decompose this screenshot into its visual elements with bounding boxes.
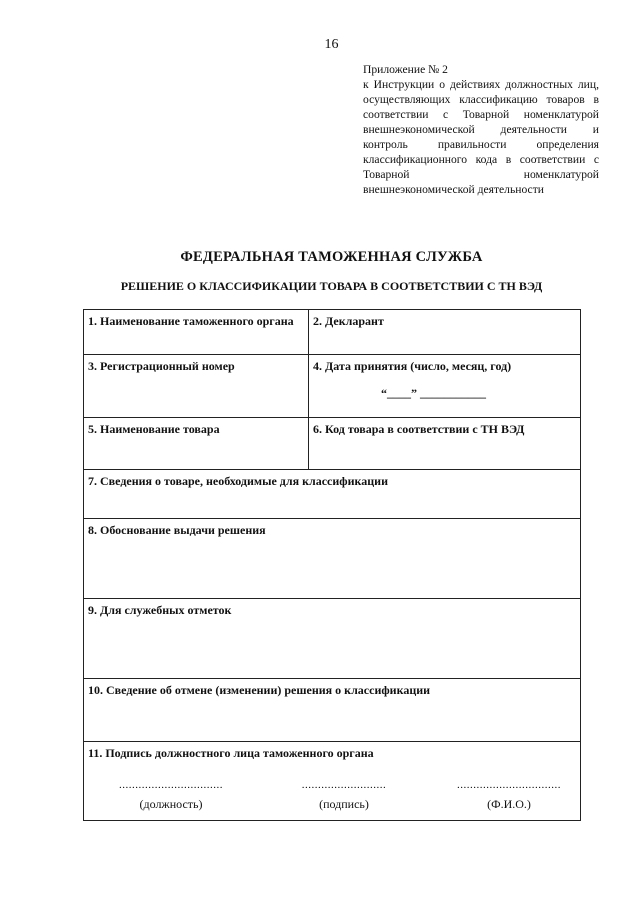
field-hs-code[interactable] bbox=[309, 418, 581, 470]
field-label: 5. Наименование товара bbox=[88, 422, 220, 436]
document-title: РЕШЕНИЕ О КЛАССИФИКАЦИИ ТОВАРА В СООТВЕТСТВИИ С ТН ВЭД bbox=[120, 279, 543, 293]
agency-heading: ФЕДЕРАЛЬНАЯ ТАМОЖЕННАЯ СЛУЖБА bbox=[180, 249, 483, 265]
field-official-signature bbox=[84, 742, 581, 821]
field-label: 2. Декларант bbox=[313, 314, 384, 328]
page-number: 16 bbox=[324, 37, 339, 52]
field-label: 3. Регистрационный номер bbox=[88, 359, 235, 373]
field-label: 8. Обоснование выдачи решения bbox=[88, 523, 266, 537]
decision-form-table bbox=[83, 309, 581, 821]
field-label: 4. Дата принятия (число, месяц, год) bbox=[313, 359, 512, 373]
signature-name[interactable] bbox=[442, 779, 576, 812]
annex-title: Приложение № 2 bbox=[363, 63, 448, 76]
date-placeholder[interactable]: “____” ___________ bbox=[381, 386, 486, 400]
signature-position[interactable] bbox=[96, 779, 246, 812]
annex-note bbox=[363, 62, 599, 197]
field-declarant[interactable] bbox=[309, 310, 581, 355]
field-decision-grounds[interactable] bbox=[84, 519, 581, 599]
field-registration-number[interactable] bbox=[84, 355, 309, 418]
name-line[interactable]: ................................ bbox=[457, 779, 561, 791]
signature-row bbox=[88, 779, 576, 812]
annex-text: к Инструкции о действиях должностных лиц, осуществляющих классификацию товаров в соответствии с Товарной номенклатурой внешнеэкономической деятельности и контроль правильности определения классификационного кода в соответствии с Товарной номенклатурой внешнеэкономической деятельности bbox=[363, 78, 599, 196]
position-caption: (должность) bbox=[139, 797, 203, 811]
field-goods-name[interactable] bbox=[84, 418, 309, 470]
signature-sign[interactable] bbox=[269, 779, 419, 812]
field-official-notes[interactable] bbox=[84, 599, 581, 679]
field-acceptance-date[interactable] bbox=[309, 355, 581, 418]
field-customs-body[interactable] bbox=[84, 310, 309, 355]
name-caption: (Ф.И.О.) bbox=[487, 797, 531, 811]
field-label: 10. Сведение об отмене (изменении) решения о классификации bbox=[88, 683, 431, 697]
position-line[interactable]: ................................ bbox=[119, 779, 223, 791]
field-label: 1. Наименование таможенного органа bbox=[88, 314, 294, 328]
field-label: 11. Подпись должностного лица таможенного органа bbox=[88, 746, 374, 760]
signature-line[interactable]: .......................... bbox=[301, 779, 387, 791]
field-cancellation-info[interactable] bbox=[84, 679, 581, 742]
signature-caption: (подпись) bbox=[319, 797, 369, 811]
field-goods-info[interactable] bbox=[84, 470, 581, 519]
field-label: 7. Сведения о товаре, необходимые для классификации bbox=[88, 474, 388, 488]
field-label: 6. Код товара в соответствии с ТН ВЭД bbox=[313, 422, 525, 436]
field-label: 9. Для служебных отметок bbox=[88, 603, 232, 617]
